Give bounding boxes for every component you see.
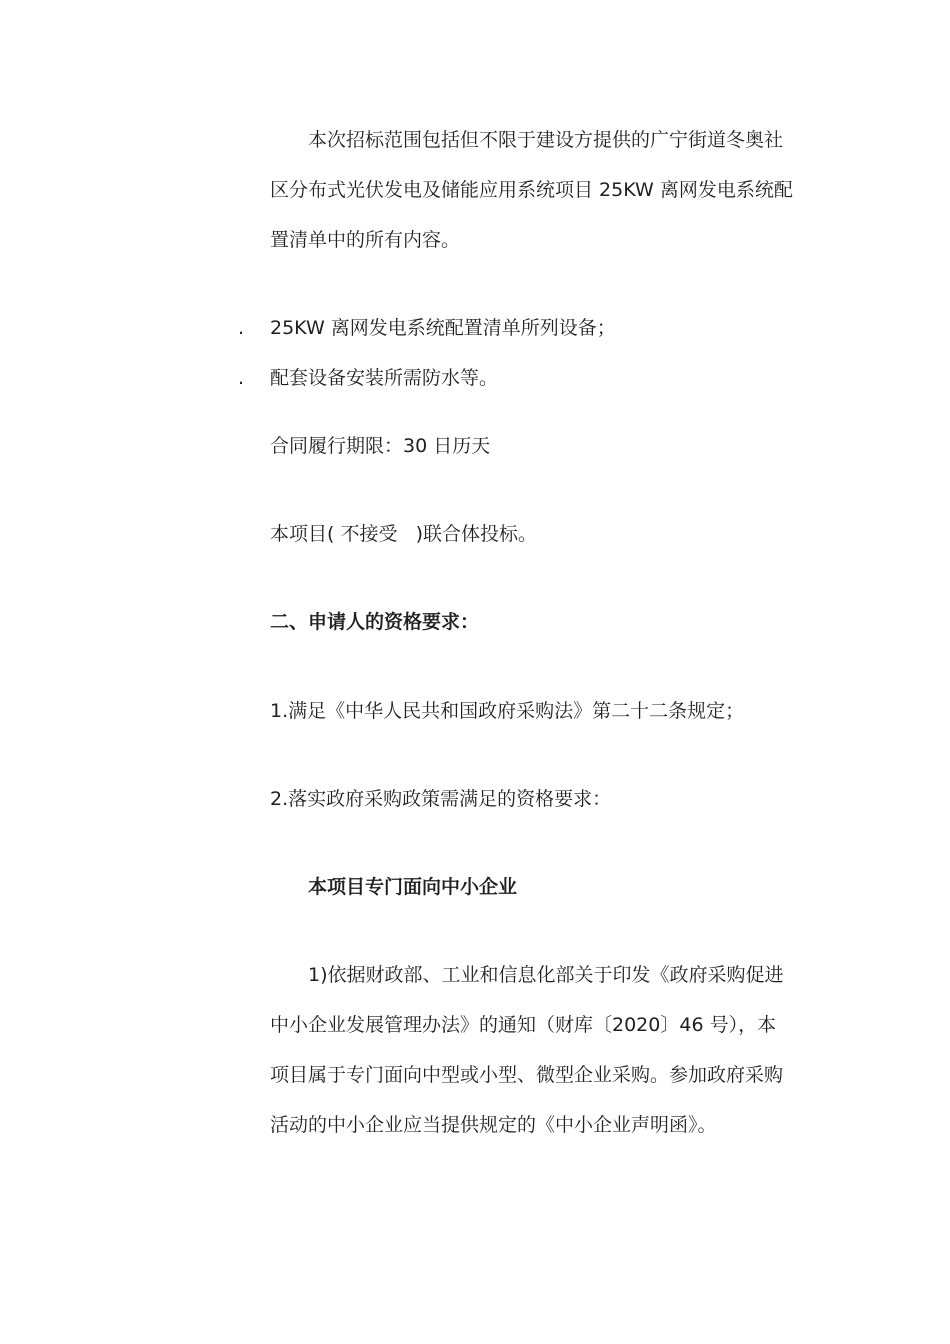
requirement-1: 1.满足《中华人民共和国政府采购法》第二十二条规定； xyxy=(270,700,745,722)
list-bullet: . xyxy=(238,317,245,339)
scope-line-1: 本次招标范围包括但不限于建设方提供的广宁街道冬奥社 xyxy=(308,129,784,151)
sme-paragraph-line-4: 活动的中小企业应当提供规定的《中小企业声明函》。 xyxy=(270,1114,717,1136)
consortium-statement: 本项目( 不接受 )联合体投标。 xyxy=(270,523,537,545)
section-heading: 二、申请人的资格要求： xyxy=(270,611,480,633)
scope-list-item: 25KW 离网发电系统配置清单所列设备； xyxy=(270,317,616,339)
scope-list-item: 配套设备安装所需防水等。 xyxy=(270,367,499,389)
requirement-2: 2.落实政府采购政策需满足的资格要求： xyxy=(270,788,612,810)
sme-paragraph-line-2: 中小企业发展管理办法》的通知（财库〔2020〕46 号），本 xyxy=(270,1014,777,1036)
sme-heading: 本项目专门面向中小企业 xyxy=(308,876,518,898)
scope-line-3: 置清单中的所有内容。 xyxy=(270,229,461,251)
sme-paragraph-line-3: 项目属于专门面向中型或小型、微型企业采购。参加政府采购 xyxy=(270,1064,784,1086)
sme-paragraph-line-1: 1)依据财政部、工业和信息化部关于印发《政府采购促进 xyxy=(308,964,784,986)
contract-period: 合同履行期限：30 日历天 xyxy=(270,435,491,457)
list-bullet: . xyxy=(238,367,245,389)
scope-line-2: 区分布式光伏发电及储能应用系统项目 25KW 离网发电系统配 xyxy=(270,179,793,201)
